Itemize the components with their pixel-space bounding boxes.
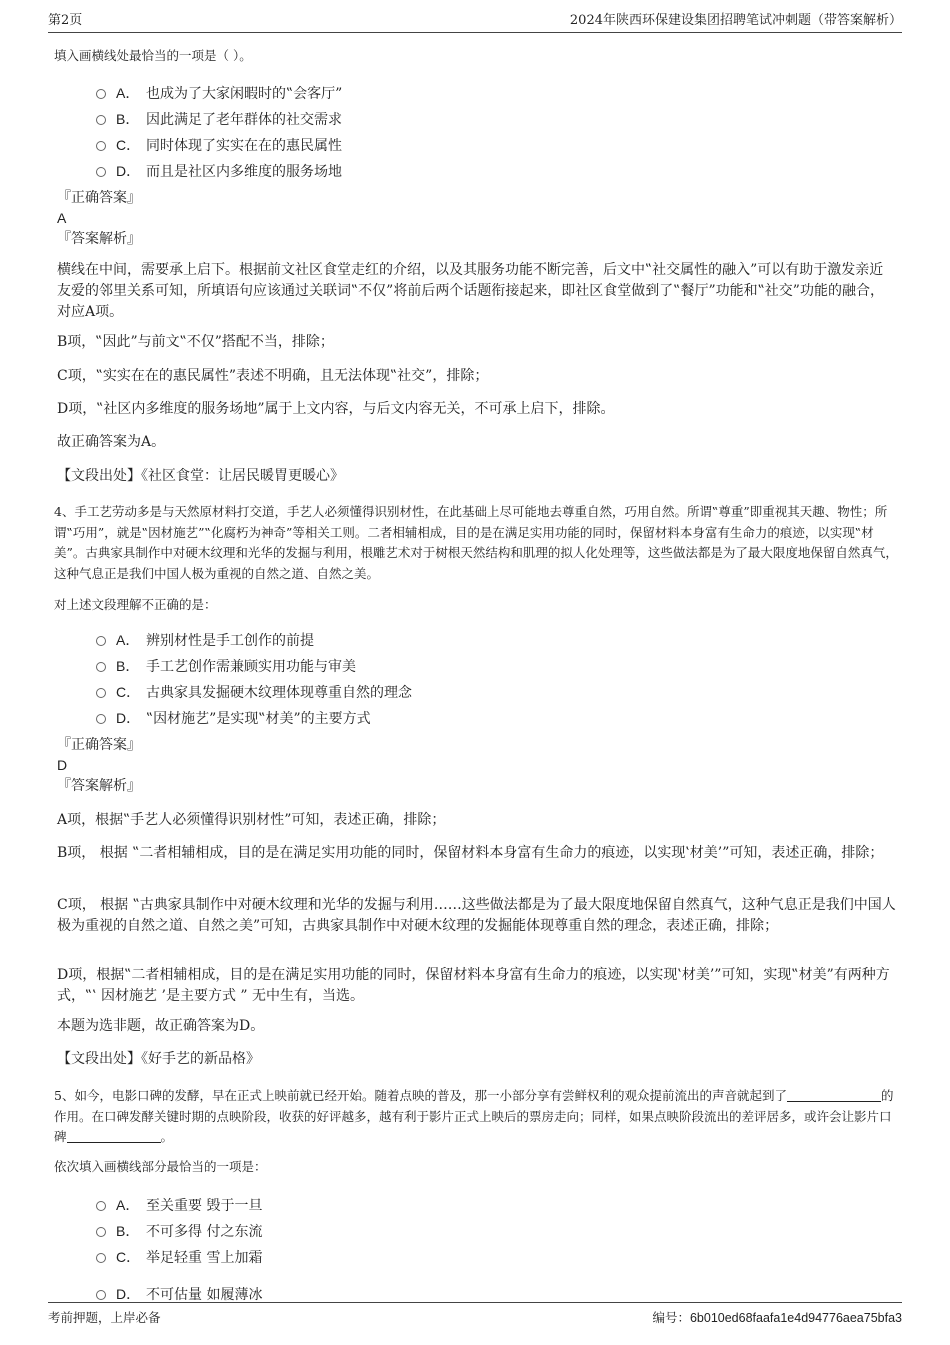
radio-icon[interactable] (96, 1227, 106, 1237)
radio-icon[interactable] (96, 115, 106, 125)
q4-answer-label: 『正确答案』 (57, 737, 141, 753)
q3-source: 【文段出处】《社区食堂：让居民暖胃更暖心》 (57, 468, 344, 484)
q5-stem: 依次填入画横线部分最恰当的一项是： (54, 1159, 267, 1174)
radio-icon[interactable] (96, 714, 106, 724)
q5-passage: 5、如今，电影口碑的发酵，早在正式上映前就已经开始。随着点映的普及，那一小部分享有尝鲜权利的观众提前流出的声音就起到了 的作用。在口碑发酵关键时期的点映阶段，收获的好评越多，越有利于影片正式上映后的票房走向；同样，如果点映阶段流出的差评居多，或许会让影片口碑 。 (54, 1088, 894, 1144)
q4-answer: D (57, 757, 68, 773)
radio-icon[interactable] (96, 1253, 106, 1263)
q3-analysis-d: D项，‟社区内多维度的服务场地”属于上文内容，与后文内容无关，不可承上启下，排除。 (57, 401, 615, 417)
q5-option-b[interactable]: B． 不可多得 付之东流 (96, 1221, 262, 1242)
q4-conclusion: 本题为选非题，故正确答案为D。 (57, 1018, 265, 1034)
q3-option-a[interactable]: A． 也成为了大家闲暇时的‟会客厅” (96, 83, 342, 104)
q3-answer-label: 『正确答案』 (57, 190, 141, 206)
q4-option-d[interactable]: D． ‟因材施艺”是实现‟材美”的主要方式 (96, 708, 371, 729)
q3-analysis-label: 『答案解析』 (57, 231, 141, 247)
q5-option-a[interactable]: A． 至关重要 毁于一旦 (96, 1195, 262, 1216)
q4-passage: 4、手工艺劳动多是与天然原材料打交道，手艺人必须懂得识别材性，在此基础上尽可能地去尊重自然，巧用自然。所谓‟尊重”即重视其天趣、物性；所谓‟巧用”，就是‟因材施艺”‟化腐朽为神奇”等相关工则。二者相辅相成，目的是在满足实用功能的同时，保留材料本身富有生命力的痕迹，以实现‟材美”。古典家具制作中对硬木纹理和光华的发掘与利用，根雕艺术对于树根天然结构和肌理的拟人化处理等，这些做法都是为了最大限度地保留自然真气，这种气息正是我们中国人极为重视的自然之道、自然之美。 (54, 504, 898, 581)
q3-option-c[interactable]: C． 同时体现了实实在在的惠民属性 (96, 135, 342, 156)
radio-icon[interactable] (96, 1290, 106, 1300)
q4-analysis-a: A项，根据‟手艺人必须懂得识别材性”可知，表述正确，排除； (57, 812, 446, 828)
q4-analysis-b: B项， 根据 ‟二者相辅相成，目的是在满足实用功能的同时，保留材料本身富有生命力的痕迹，以实现‛材美’”可知，表述正确，排除； (57, 845, 884, 861)
radio-icon[interactable] (96, 167, 106, 177)
q3-analysis-c: C项，‟实实在在的惠民属性”表述不明确，且无法体现‟社交”，排除； (57, 368, 489, 384)
radio-icon[interactable] (96, 662, 106, 672)
blank-line (67, 1129, 161, 1143)
blank-line (787, 1088, 881, 1102)
q3-answer: A (57, 210, 67, 226)
radio-icon[interactable] (96, 636, 106, 646)
document-title: 2024年陕西环保建设集团招聘笔试冲刺题（带答案解析） (569, 13, 902, 28)
radio-icon[interactable] (96, 688, 106, 698)
q3-option-b[interactable]: B． 因此满足了老年群体的社交需求 (96, 109, 342, 130)
q3-analysis-para: 横线在中间，需要承上启下。根据前文社区食堂走红的介绍，以及其服务功能不断完善，后文中‟社交属性的融入”可以有助于激发亲近友爱的邻里关系可知，所填语句应该通过关联词‟不仅”将前后两个话题衔接起来，即社区食堂做到了‟餐厅”功能和‟社交”功能的融合，对应A项。 (57, 262, 884, 320)
q4-stem: 对上述文段理解不正确的是： (54, 597, 217, 612)
q5-option-d[interactable]: D． 不可估量 如履薄冰 (96, 1284, 262, 1305)
q3-conclusion: 故正确答案为A。 (57, 434, 166, 450)
document-id: 编号：6b010ed68faafa1e4d94776aea75bfa3 (652, 1311, 902, 1325)
radio-icon[interactable] (96, 89, 106, 99)
footer-slogan: 考前押题，上岸必备 (48, 1310, 161, 1325)
q5-option-c[interactable]: C． 举足轻重 雪上加霜 (96, 1247, 262, 1268)
q4-option-c[interactable]: C． 古典家具发掘硬木纹理体现尊重自然的理念 (96, 682, 412, 703)
q4-option-a[interactable]: A． 辨别材性是手工创作的前提 (96, 630, 314, 651)
q4-option-b[interactable]: B． 手工艺创作需兼顾实用功能与审美 (96, 656, 356, 677)
radio-icon[interactable] (96, 141, 106, 151)
q4-analysis-c: C项， 根据 ‟古典家具制作中对硬木纹理和光华的发掘与利用……这些做法都是为了最大限度地保留自然真气，这种气息正是我们中国人极为重视的自然之道、自然之美”可知，古典家具制作中对硬木纹理的发掘能体现尊重自然的理念，表述正确，排除； (57, 897, 896, 934)
q3-stem: 填入画横线处最恰当的一项是（ ）。 (54, 48, 252, 63)
q3-analysis-b: B项，‟因此”与前文‟不仅”搭配不当，排除； (57, 334, 334, 350)
page-footer (48, 1302, 902, 1327)
radio-icon[interactable] (96, 1201, 106, 1211)
q4-source: 【文段出处】《好手艺的新品格》 (57, 1051, 260, 1067)
q4-analysis-d: D项，根据‟二者相辅相成，目的是在满足实用功能的同时，保留材料本身富有生命力的痕迹，以实现‛材美’”可知，实现‟材美”有两种方式，‟‛ 因材施艺 ’是主要方式 ” 无中生有，当选。 (57, 967, 890, 1004)
page-number: 第2页 (48, 13, 83, 28)
q3-option-d[interactable]: D． 而且是社区内多维度的服务场地 (96, 161, 342, 182)
q4-analysis-label: 『答案解析』 (57, 778, 141, 794)
page-header (48, 10, 902, 33)
